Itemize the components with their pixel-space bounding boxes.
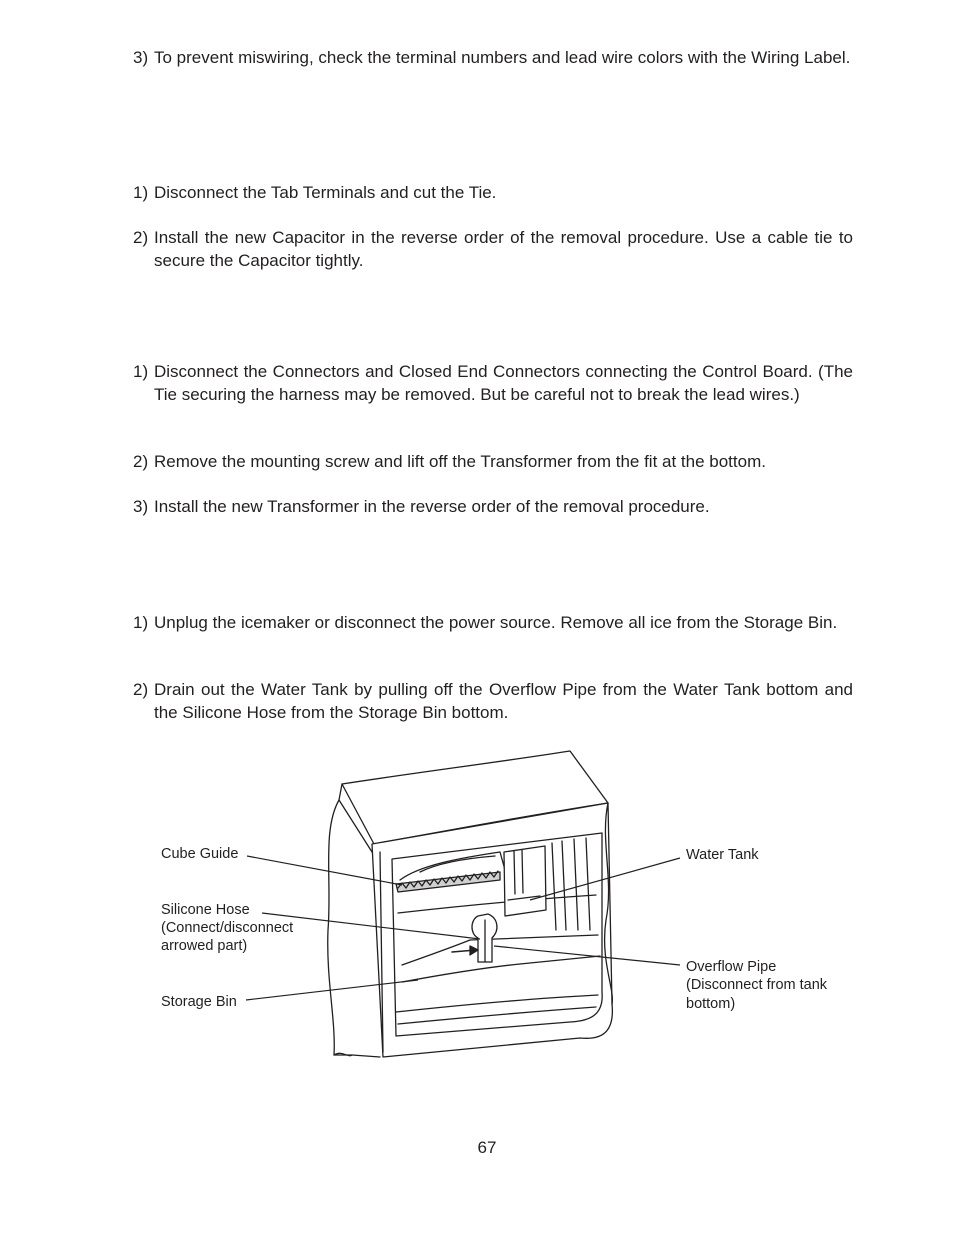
step-text: Install the new Transformer in the reverse order of the removal procedure.	[154, 497, 710, 516]
step-text: Unplug the icemaker or disconnect the power source. Remove all ice from the Storage Bin.	[154, 613, 838, 632]
label-storage-bin: Storage Bin	[161, 994, 237, 1010]
step-text: Remove the mounting screw and lift off the Transformer from the fit at the bottom.	[154, 452, 766, 471]
label-overflow-pipe: Overflow Pipe	[686, 959, 777, 975]
label-silicone-hose-note: arrowed part)	[161, 938, 248, 954]
page-number: 67	[477, 1138, 497, 1157]
label-water-tank: Water Tank	[686, 847, 759, 863]
step-number: 1)	[133, 613, 149, 632]
step-number: 1)	[133, 362, 149, 381]
step-text: To prevent miswiring, check the terminal numbers and lead wire colors with the Wiring Label.	[154, 48, 851, 67]
step-number: 3)	[133, 48, 149, 67]
label-cube-guide: Cube Guide	[161, 846, 239, 862]
label-silicone-hose: Silicone Hose	[161, 902, 250, 918]
step-text: Install the new Capacitor in the reverse order of the removal procedure. Use a cable tie to secure the Capacitor tightly.	[154, 228, 853, 270]
label-silicone-hose-note: (Connect/disconnect	[161, 920, 294, 936]
water-tank	[504, 846, 546, 916]
step-text: Disconnect the Tab Terminals and cut the Tie.	[154, 183, 497, 202]
step-number: 1)	[133, 183, 149, 202]
step-number: 2)	[133, 452, 149, 471]
step-number: 2)	[133, 228, 149, 247]
step-number: 3)	[133, 497, 149, 516]
label-overflow-pipe-note: (Disconnect from tank	[686, 977, 828, 993]
step-text: Disconnect the Connectors and Closed End Connectors connecting the Control Board. (The Tie securing the harness may be removed. But be careful not to break the lead wires.)	[154, 362, 853, 404]
step-number: 2)	[133, 680, 149, 699]
step-text: Drain out the Water Tank by pulling off the Overflow Pipe from the Water Tank bottom and the Silicone Hose from the Storage Bin bottom.	[154, 680, 853, 722]
label-overflow-pipe-note: bottom)	[686, 996, 736, 1012]
